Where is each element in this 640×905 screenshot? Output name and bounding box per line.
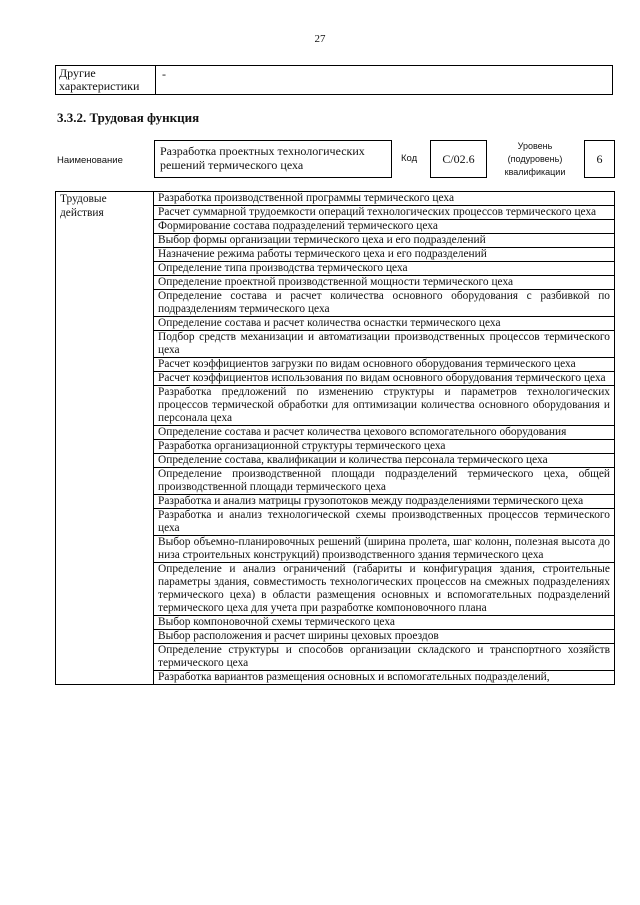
other-characteristics-table: [55, 65, 613, 95]
other-characteristics-label: Другие характеристики: [56, 66, 156, 94]
labor-action-item: Определение производственной площади подразделений термического цеха, общей производственной площади термического цеха: [154, 468, 615, 495]
labor-action-item: Определение состава и расчет количества цехового вспомогательного оборудования: [154, 426, 615, 440]
labor-action-item: Расчет коэффициентов использования по видам основного оборудования термического цеха: [154, 372, 615, 386]
other-characteristics-value: -: [162, 67, 166, 81]
labor-actions-label: Трудовые действия: [56, 192, 154, 685]
labor-action-item: Подбор средств механизации и автоматизации производственных процессов термического цеха: [154, 331, 615, 358]
labor-action-item: Определение типа производства термического цеха: [154, 262, 615, 276]
labor-action-item: Разработка вариантов размещения основных и вспомогательных подразделений,: [154, 671, 615, 685]
function-name-value: Разработка проектных технологических решений термического цеха: [154, 140, 392, 178]
labor-action-item: Определение состава, квалификации и количества персонала термического цеха: [154, 454, 615, 468]
labor-action-item: Разработка и анализ технологической схемы производственных процессов термического цеха: [154, 509, 615, 536]
labor-action-item: Определение состава и расчет количества основного оборудования с разбивкой по подразделениям термического цеха: [154, 290, 615, 317]
labor-action-item: Разработка и анализ матрицы грузопотоков между подразделениями термического цеха: [154, 495, 615, 509]
function-code-label: Код: [401, 153, 418, 164]
labor-action-item: Определение структуры и способов организации складского и транспортного хозяйств термического цеха: [154, 644, 615, 671]
function-code-value: C/02.6: [430, 140, 487, 178]
labor-action-item: Разработка организационной структуры термического цеха: [154, 440, 615, 454]
qualification-level-value: 6: [584, 140, 615, 178]
page-number: 27: [314, 33, 326, 45]
labor-action-item: Расчет суммарной трудоемкости операций технологических процессов термического цеха: [154, 206, 615, 220]
labor-action-item: Выбор формы организации термического цеха и его подразделений: [154, 234, 615, 248]
labor-action-item: Определение проектной производственной мощности термического цеха: [154, 276, 615, 290]
labor-action-item: Определение и анализ ограничений (габариты и конфигурация здания, строительные параметры здания, совместимость технологических процессов на смежных подразделениях термического цеха) в области размещения основных и вспомогательных подразделений термического цеха для учета при разработке компоновочного плана: [154, 563, 615, 616]
labor-action-item: Выбор расположения и расчет ширины цеховых проездов: [154, 630, 615, 644]
function-name-label: Наименование: [57, 155, 123, 166]
labor-action-item: Определение состава и расчет количества оснастки термического цеха: [154, 317, 615, 331]
labor-action-item: Расчет коэффициентов загрузки по видам основного оборудования термического цеха: [154, 358, 615, 372]
labor-action-item: Разработка предложений по изменению структуры и параметров технологических процессов термической обработки для оптимизации количества основного оборудования и персонала цеха: [154, 386, 615, 426]
table-row: [56, 192, 615, 206]
labor-action-item: Назначение режима работы термического цеха и его подразделений: [154, 248, 615, 262]
labor-action-item: Разработка производственной программы термического цеха: [154, 192, 615, 206]
labor-action-item: Выбор объемно-планировочных решений (ширина пролета, шаг колонн, полезная высота до низа строительных конструкций) производственного здания термического цеха: [154, 536, 615, 563]
qualification-level-label: Уровень (подуровень) квалификации: [504, 141, 566, 177]
section-title: 3.3.2. Трудовая функция: [57, 110, 200, 125]
labor-actions-table: [55, 191, 615, 685]
labor-action-item: Выбор компоновочной схемы термического цеха: [154, 616, 615, 630]
labor-action-item: Формирование состава подразделений термического цеха: [154, 220, 615, 234]
